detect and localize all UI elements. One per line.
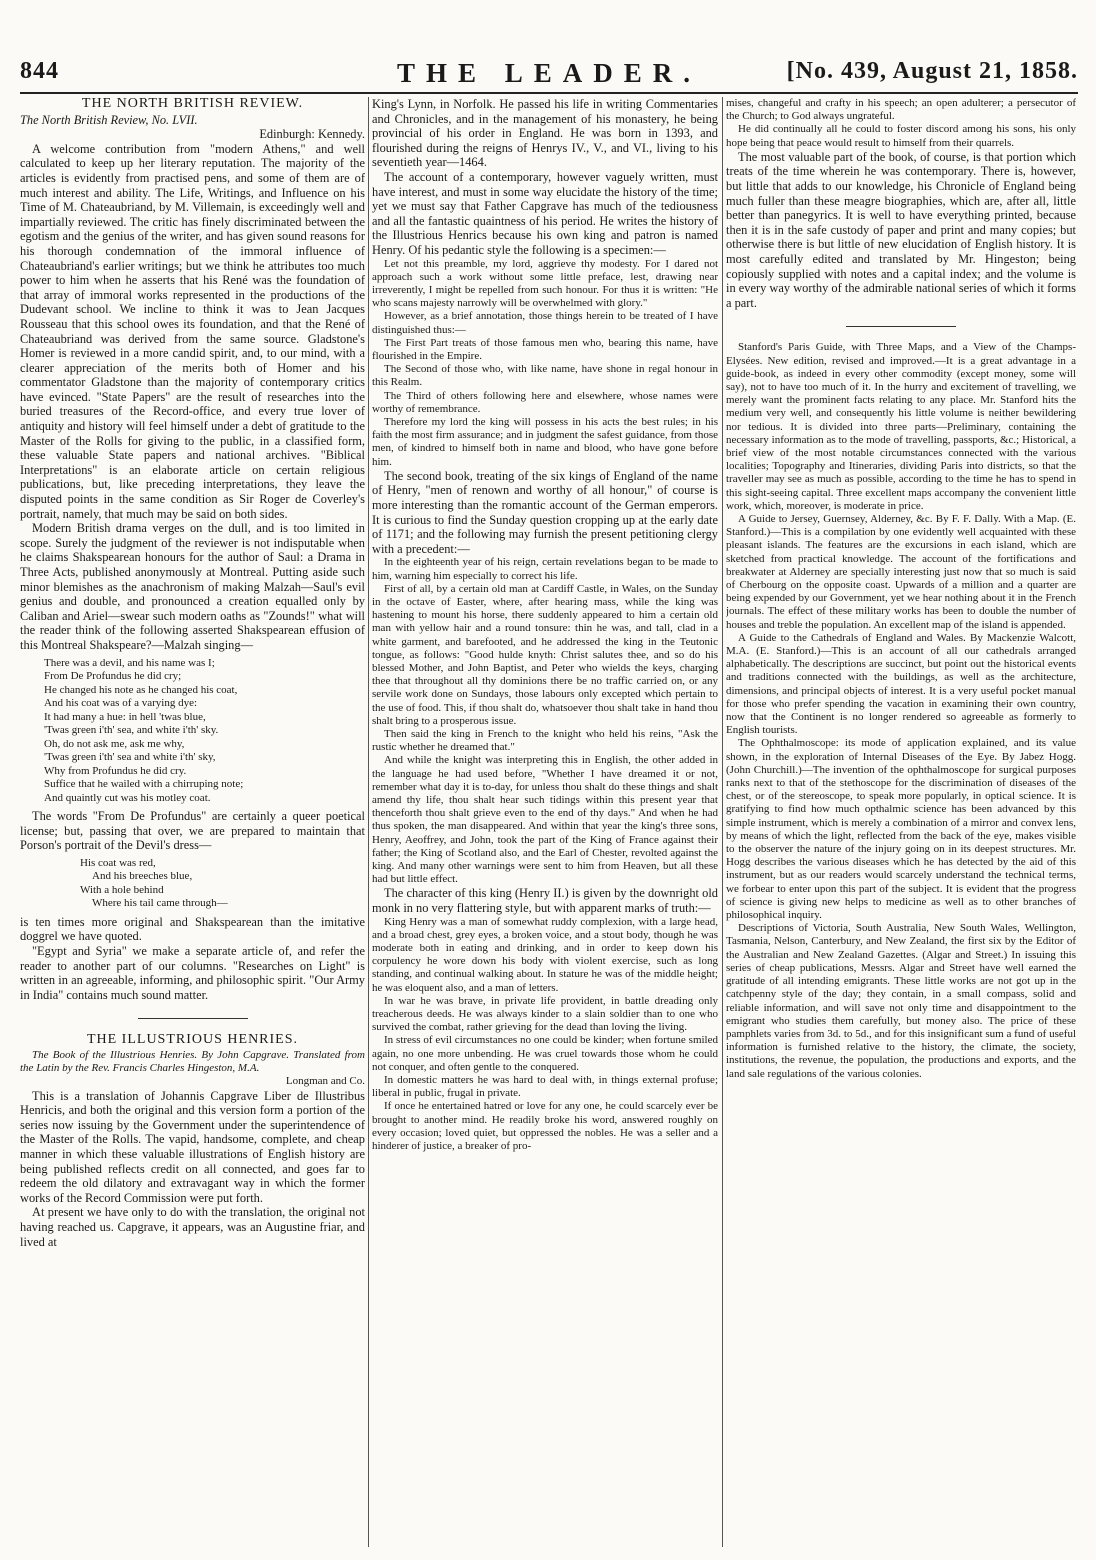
review-notice: Descriptions of Victoria, South Australia, New South Wales, Wellington, Tasmania, Nelson, Canterbury, and New Zealand, the first six by the Editor of the Australian and New Zealand Gazettes. (Algar and Street.) In issuing this series of cheap publications, Messrs. Algar and Street have well earned the gratitude of all intending emigrants. These little works are not got up in the catchpenny style of the day; they contain, in a small compass, solid and reliable information, and will save not only time and disappointment to the emigrant who studies them carefully, but money also. The price of these pamphlets varies from 3d. to 5d., and for this insignificant sum a fund of useful information is furnished relative to the history, the climate, the society, institutions, the revenue, the population, the productions and exports, and the land sale regulations of the various colonies. — [726, 922, 1076, 1080]
poem-line: 'Twas green i'th' sea, and white i'th' sky. — [44, 724, 219, 737]
quoted-text: The Second of those who, with like name, have shone in regal honour in this Realm. — [372, 363, 718, 389]
imprint: Edinburgh: Kennedy. — [259, 127, 365, 142]
paragraph: The character of this king (Henry II.) is given by the downright old monk in no very flattering style, but with apparent marks of truth:— — [372, 886, 718, 916]
masthead-title: THE LEADER. — [396, 58, 702, 88]
poem-quote — [44, 657, 365, 806]
paragraph: The most valuable part of the book, of course, is that portion which treats of the time wherein he was contemporary. There is, however, but little that adds to our knowledge, his Chronicle of England being much fuller than these meagre biographies, which are, after all, little better than panegyrics. It is well to have everything printed, because then it is in the safe custody of paper and print and many copies; but otherwise there is but little of new elucidation of English history. It is most carefully edited and translated by Mr. Hingeston; being copiously supplied with notes and a capital index; and the volume is in every way worthy of the admirable national series of which it forms a part. — [726, 149, 1076, 310]
review-notice: Stanford's Paris Guide, with Three Maps, and a View of the Champs-Elysées. New edition, revised and improved.—It is a great advantage in a guide-book, as indeed in every other commodity (except money, some will say), not to have too much of it. In the hurry and excitement of travelling, we merely want the prominent facts relating to any place. Mr. Stanford hits the medium very well, and consequently his little volume is neither bewildering nor tedious. It is divided into three parts—Preliminary, containing the necessary information as to the mode of travelling, passports, &c.; Historical, a brief view of the most notable circumstances connected with the various localities; Topography and Itineraries, dividing Paris into districts, so that the traveller may see as much as possible, according to the time he has to spend in this sight-seeing capital. Three excellent maps accompany the convenient little work, which, moreover, is moderate in price. — [726, 341, 1076, 512]
article-subtitle: The North British Review, No. LVII. — [20, 112, 198, 127]
quoted-text: King Henry was a man of somewhat ruddy complexion, with a large head, and a broad chest, grey eyes, a broken voice, and a stout body, though he was moderate both in eating and drinking, and in order to keep down his corpulency he wore down his body with violent exercise, such as long standing, and continual walking about. In stature he was of the middle height; he was eloquent also, and a man of letters. — [372, 915, 718, 994]
column-divider — [368, 97, 369, 1547]
review-notice: A Guide to Jersey, Guernsey, Alderney, &c. By F. F. Dally. With a Map. (E. Stanford.)—This is a compilation by one evidently well acquainted with these pleasant islands. The features are the excursions in each island, which are sketched from practical knowledge. The account of the fortifications and breakwater at Alderney are specially interesting just now that so much is said of Cherbourg on the opposite coast. Upwards of a million and a quarter are being expended by our Government, yet we hear nothing about it in the French journals. The effect of these military works has been to double the number of houses and treble the population. An excellent map of the island is appended. — [726, 512, 1076, 631]
poem-line: Oh, do not ask me, ask me why, — [44, 737, 185, 750]
poem-line: And his breeches blue, — [92, 870, 193, 883]
poem-line: Where his tail came through— — [92, 897, 228, 910]
poem-line: And his coat was of a varying dye: — [44, 697, 198, 710]
book-citation: The Book of the Illustrious Henries. By John Capgrave. Translated from the Latin by the Rev. Francis Charles Hingeston, M.A. — [20, 1049, 365, 1075]
poem-line: His coat was red, — [80, 856, 156, 869]
quoted-text: In domestic matters he was hard to deal with, in things external profuse; liberal in public, frugal in private. — [372, 1074, 718, 1100]
page-number: 844 — [20, 58, 59, 84]
poem-line: 'Twas green i'th' sea and white i'th' sky, — [44, 751, 216, 764]
section-separator — [138, 1018, 248, 1019]
quoted-text: If once he entertained hatred or love for any one, he could scarcely ever be brought to another mind. He readily broke his word, answered roughly on every occasion; loved quiet, but oppressed the nobles. He was a seller and a hinderer of justice, a breaker of pro- — [372, 1100, 718, 1153]
paragraph: King's Lynn, in Norfolk. He passed his life in writing Commentaries and Chronicles, and in the management of his monastery, he being provincial of his order in England. He was born in 1393, and flourished during the reigns of Henrys IV., V., and VI., living to his seventieth year—1464. — [372, 97, 718, 170]
article-title: THE ILLUSTRIOUS HENRIES. — [86, 1032, 299, 1048]
section-separator — [846, 326, 956, 327]
paragraph: At present we have only to do with the translation, the original not having reached us. Capgrave, it appears, was an Augustine friar, and lived at — [20, 1205, 365, 1249]
paragraph: A welcome contribution from "modern Athens," and well calculated to keep up her literary reputation. The majority of the articles is evidently from practised pens, and some of them are of much interest and ability. The Life, Writings, and Influence on his Time of M. Chateaubriand, by M. Villemain, is exceedingly well and impartially reviewed. The critic has finely discriminated between the egotism and the genius of the writer, and has given sound reasons for his thorough condemnation of the immoral influence of Chateaubriand's earlier writings; but we think he attributes too much power to him when he asserts that his René was the foundation of that array of immoral works represented in the productions of the Dudevant school. We incline to think it was to Jean Jacques Rousseau that this school owes its foundation, and that the René of Chateaubriand was derived from the same source. Gladstone's Homer is reviewed in a more candid spirit, and, to our mind, with a clearer appreciation of the merits both of Homer and his commentator Gladstone than the majority of contemporary critics have evinced. "State Papers" are the result of researches into the buried treasures of the Record-office, and every true lover of antiquity and history will feel himself under a debt of gratitude to the Master of the Rolls for giving to the public, in a classified form, these valuable State papers and national archives. "Biblical Interpretations" is an elaborate article on certain religious publications, but, like preceding interpretations, they leave the disputed points in the same condition as Sir Roger de Coverley's portrait, namely, that much may be said on both sides. — [20, 141, 365, 521]
article-title: THE NORTH BRITISH REVIEW. — [81, 97, 304, 111]
poem-line: Suffice that he wailed with a chirruping note; — [44, 778, 244, 791]
quoted-text: The Third of others following here and elsewhere, whose names were worthy of remembrance. — [372, 389, 718, 415]
paragraph: The words "From De Profundus" are certainly a queer poetical license; but, passing that over, we are prepared to maintain that Porson's portrait of the Devil's dress— — [20, 809, 365, 853]
poem-line: With a hole behind — [80, 883, 164, 896]
paragraph: The second book, treating of the six kings of England of the name of Henry, "men of renown and worthy of all honour," of course is more interesting than the romantic account of the German emperors. It is curious to find the Sunday question cropping up at the early date of 1171; and the following may furnish the present petitioning clergy with a precedent:— — [372, 468, 718, 556]
poem-line: Why from Profundus he did cry. — [44, 764, 187, 777]
header-rule — [20, 92, 1078, 94]
paragraph: The account of a contemporary, however vaguely written, must have interest, and must in some way elucidate the history of the time; yet we must say that Father Capgrave has much of the tediousness and all the fantastic quaintness of his period. He writes the history of the Illustrious Henrics because his own king and patron is named Henry. Of his pedantic style the following is a specimen:— — [372, 169, 718, 257]
poem-line: It had many a hue: in hell 'twas blue, — [44, 710, 206, 723]
quoted-text: And while the knight was interpreting this in English, the other added in the language he had used before, "Whether I have dreamed it or not, remember what day it is to-day, for unless thou shalt do these things and shalt amend thy life, thou shalt hear such tidings within this present year that thenceforth thou shalt grieve even to the end of thy days." And when he had thus spoken, the man disappeared. And within that year the king's three sons, Henry, Aeoffrey, and John, took the part of the King of France against their father; the King of Scotland also, and the Earl of Chester, revolted against the king. And many other warnings were sent to him from Heaven, but all these had but little effect. — [372, 754, 718, 886]
paragraph: "Egypt and Syria" we make a separate article of, and refer the reader to another part of our columns. "Researches on Light" is written in an agreeable, informing, and philosophic spirit. "Our Army in India" contains much sound matter. — [20, 944, 365, 1002]
paragraph: is ten times more original and Shakspearean than the imitative doggrel we have quoted. — [20, 914, 365, 944]
quoted-text: Then said the king in French to the knight who held his reins, "Ask the rustic whether he dreamed that." — [372, 727, 718, 754]
review-notice: A Guide to the Cathedrals of England and Wales. By Mackenzie Walcott, M.A. (E. Stanford.)—This is an account of all our cathedrals arranged alphabetically. The descriptions are succinct, but point out the historical events and traditions connected with the buildings, as well as the architecture, dimensions, and principal objects of interest. It is a very useful pocket manual for those who prefer spending the vacation in examining their own country, now that the Continent is no longer rendered so agreeable as formerly to English tourists. — [726, 631, 1076, 737]
quoted-text: In stress of evil circumstances no one could be kinder; when fortune smiled again, no one more unbending. He was cruel towards those whom he could not conquer, and often gentle to the conquered. — [372, 1034, 718, 1073]
quoted-text: In the eighteenth year of his reign, certain revelations began to be made to him, warning him especially to correct his life. — [372, 556, 718, 582]
paragraph: This is a translation of Johannis Capgrave Liber de Illustribus Henricis, and both the original and this version form a portion of the series now issuing by the Government under the superintendence of the Master of the Rolls. The vapid, handsome, complete, and cheap manner in which these valuable illustrations of English history are being published reflects credit on all connected, and goes far to redeem the old dilatory and extravagant way in which the former works of the Record Commission were put forth. — [20, 1088, 365, 1205]
quoted-text: First of all, by a certain old man at Cardiff Castle, in Wales, on the Sunday in the octave of Easter, where, after hearing mass, while the king was hastening to mount his horse, there suddenly appeared to him a certain old man with yellow hair and a round tonsure: thin he was, and tall, clad in a white garment, and barefooted, and he addressed the king in the Teutonic tongue, as follows: "Good hulde knyth: Christ salutes thee, and so do his blessed Mother, and John Baptist, and Peter who wields the keys, charging thee that throughout all thy dominions there be no traffic carried on, or any servile work done on Sundays, those labours only excepted which pertain to the use of food. This, if thou shalt do, whatsoever thou shalt take in hand thou shalt bring to a prosperous issue. — [372, 582, 718, 727]
quoted-text: Therefore my lord the king will possess in his acts the best rules; in his faith the most firm assurance; and in judgment the safest guidance, from those men, of kindred to himself both in name and blood, who have gone before him. — [372, 415, 718, 468]
quoted-text: He did continually all he could to foster discord among his sons, his only hope being that peace would result to himself from their quarrels. — [726, 123, 1076, 149]
poem-line: There was a devil, and his name was I; — [44, 656, 215, 669]
quoted-text: The First Part treats of those famous men who, bearing this name, have flourished in the Empire. — [372, 336, 718, 362]
paragraph: Modern British drama verges on the dull, and is too limited in scope. Surely the judgment of the reviewer is not indisputable when he claims Shakspearean honours for the author of Saul: a Drama in Three Acts, published anonymously at Montreal. Putting aside such minor blemishes as the anachronism of making Malzah—Saul's evil genius and double, and pronounced a creation equalled only by Caliban and Ariel—swear such modern oaths as "Zounds!" what will the reader think of the following asserted Shakspearean effusion of this Montreal Shakspeare?—Malzah singing— — [20, 521, 365, 652]
column-1 — [20, 97, 365, 1547]
column-divider — [722, 97, 723, 1547]
quoted-text: mises, changeful and crafty in his speech; an open adulterer; a persecutor of the Church; to God always ungrateful. — [726, 97, 1076, 123]
issue-line: [No. 439, August 21, 1858. — [786, 58, 1078, 84]
quoted-text: Let not this preamble, my lord, aggrieve thy modesty. For I dared not approach such a work without some little preface, lest, drawing near irreverently, I might be repelled from such honour. For thus it is written: "He who scans majesty narrowly will be overwhelmed with glory." — [372, 257, 718, 310]
quoted-text: In war he was brave, in private life provident, in battle dreading only treacherous deeds. He was always kinder to a slain soldier than to one who survived the combat, rather grieving for the dead than loving the living. — [372, 994, 718, 1034]
quoted-text: However, as a brief annotation, those things herein to be treated of I have distinguished thus:— — [372, 310, 718, 336]
poem-line: From De Profundus he did cry; — [44, 670, 182, 683]
review-notice: The Ophthalmoscope: its mode of application explained, and its value shown, in the exploration of Internal Diseases of the Eye. By Jabez Hogg. (John Churchill.)—The invention of the ophthalmoscope for surgical purposes ranks next to that of the stethoscope for the discrimination of diseases of the chest, or of the stereoscope, to speak more popularly, in optical science. It is gratifying to find how much opthalmic science has been advanced by this simple instrument, which is merely a combination of a mirror and convex lens, by means of which the light, reflected from the back of the eye, makes visible to the observer the nature of the injury going on in its deepest structures. Mr. Hogg describes the various diseases which he has detected by the aid of this instrument, but as our readers would scarcely understand the technical terms, we forbear to enter upon this part of the subject. It is evident that the progress of science is giving new helps to medicine as well as to other branches of philosophical inquiry. — [726, 737, 1076, 922]
publisher: Longman and Co. — [285, 1075, 365, 1088]
column-2 — [372, 97, 718, 1547]
poem-quote — [80, 857, 365, 911]
column-3 — [726, 97, 1076, 1547]
poem-line: And quaintly cut was his motley coat. — [44, 791, 211, 804]
poem-line: He changed his note as he changed his coat, — [44, 683, 238, 696]
